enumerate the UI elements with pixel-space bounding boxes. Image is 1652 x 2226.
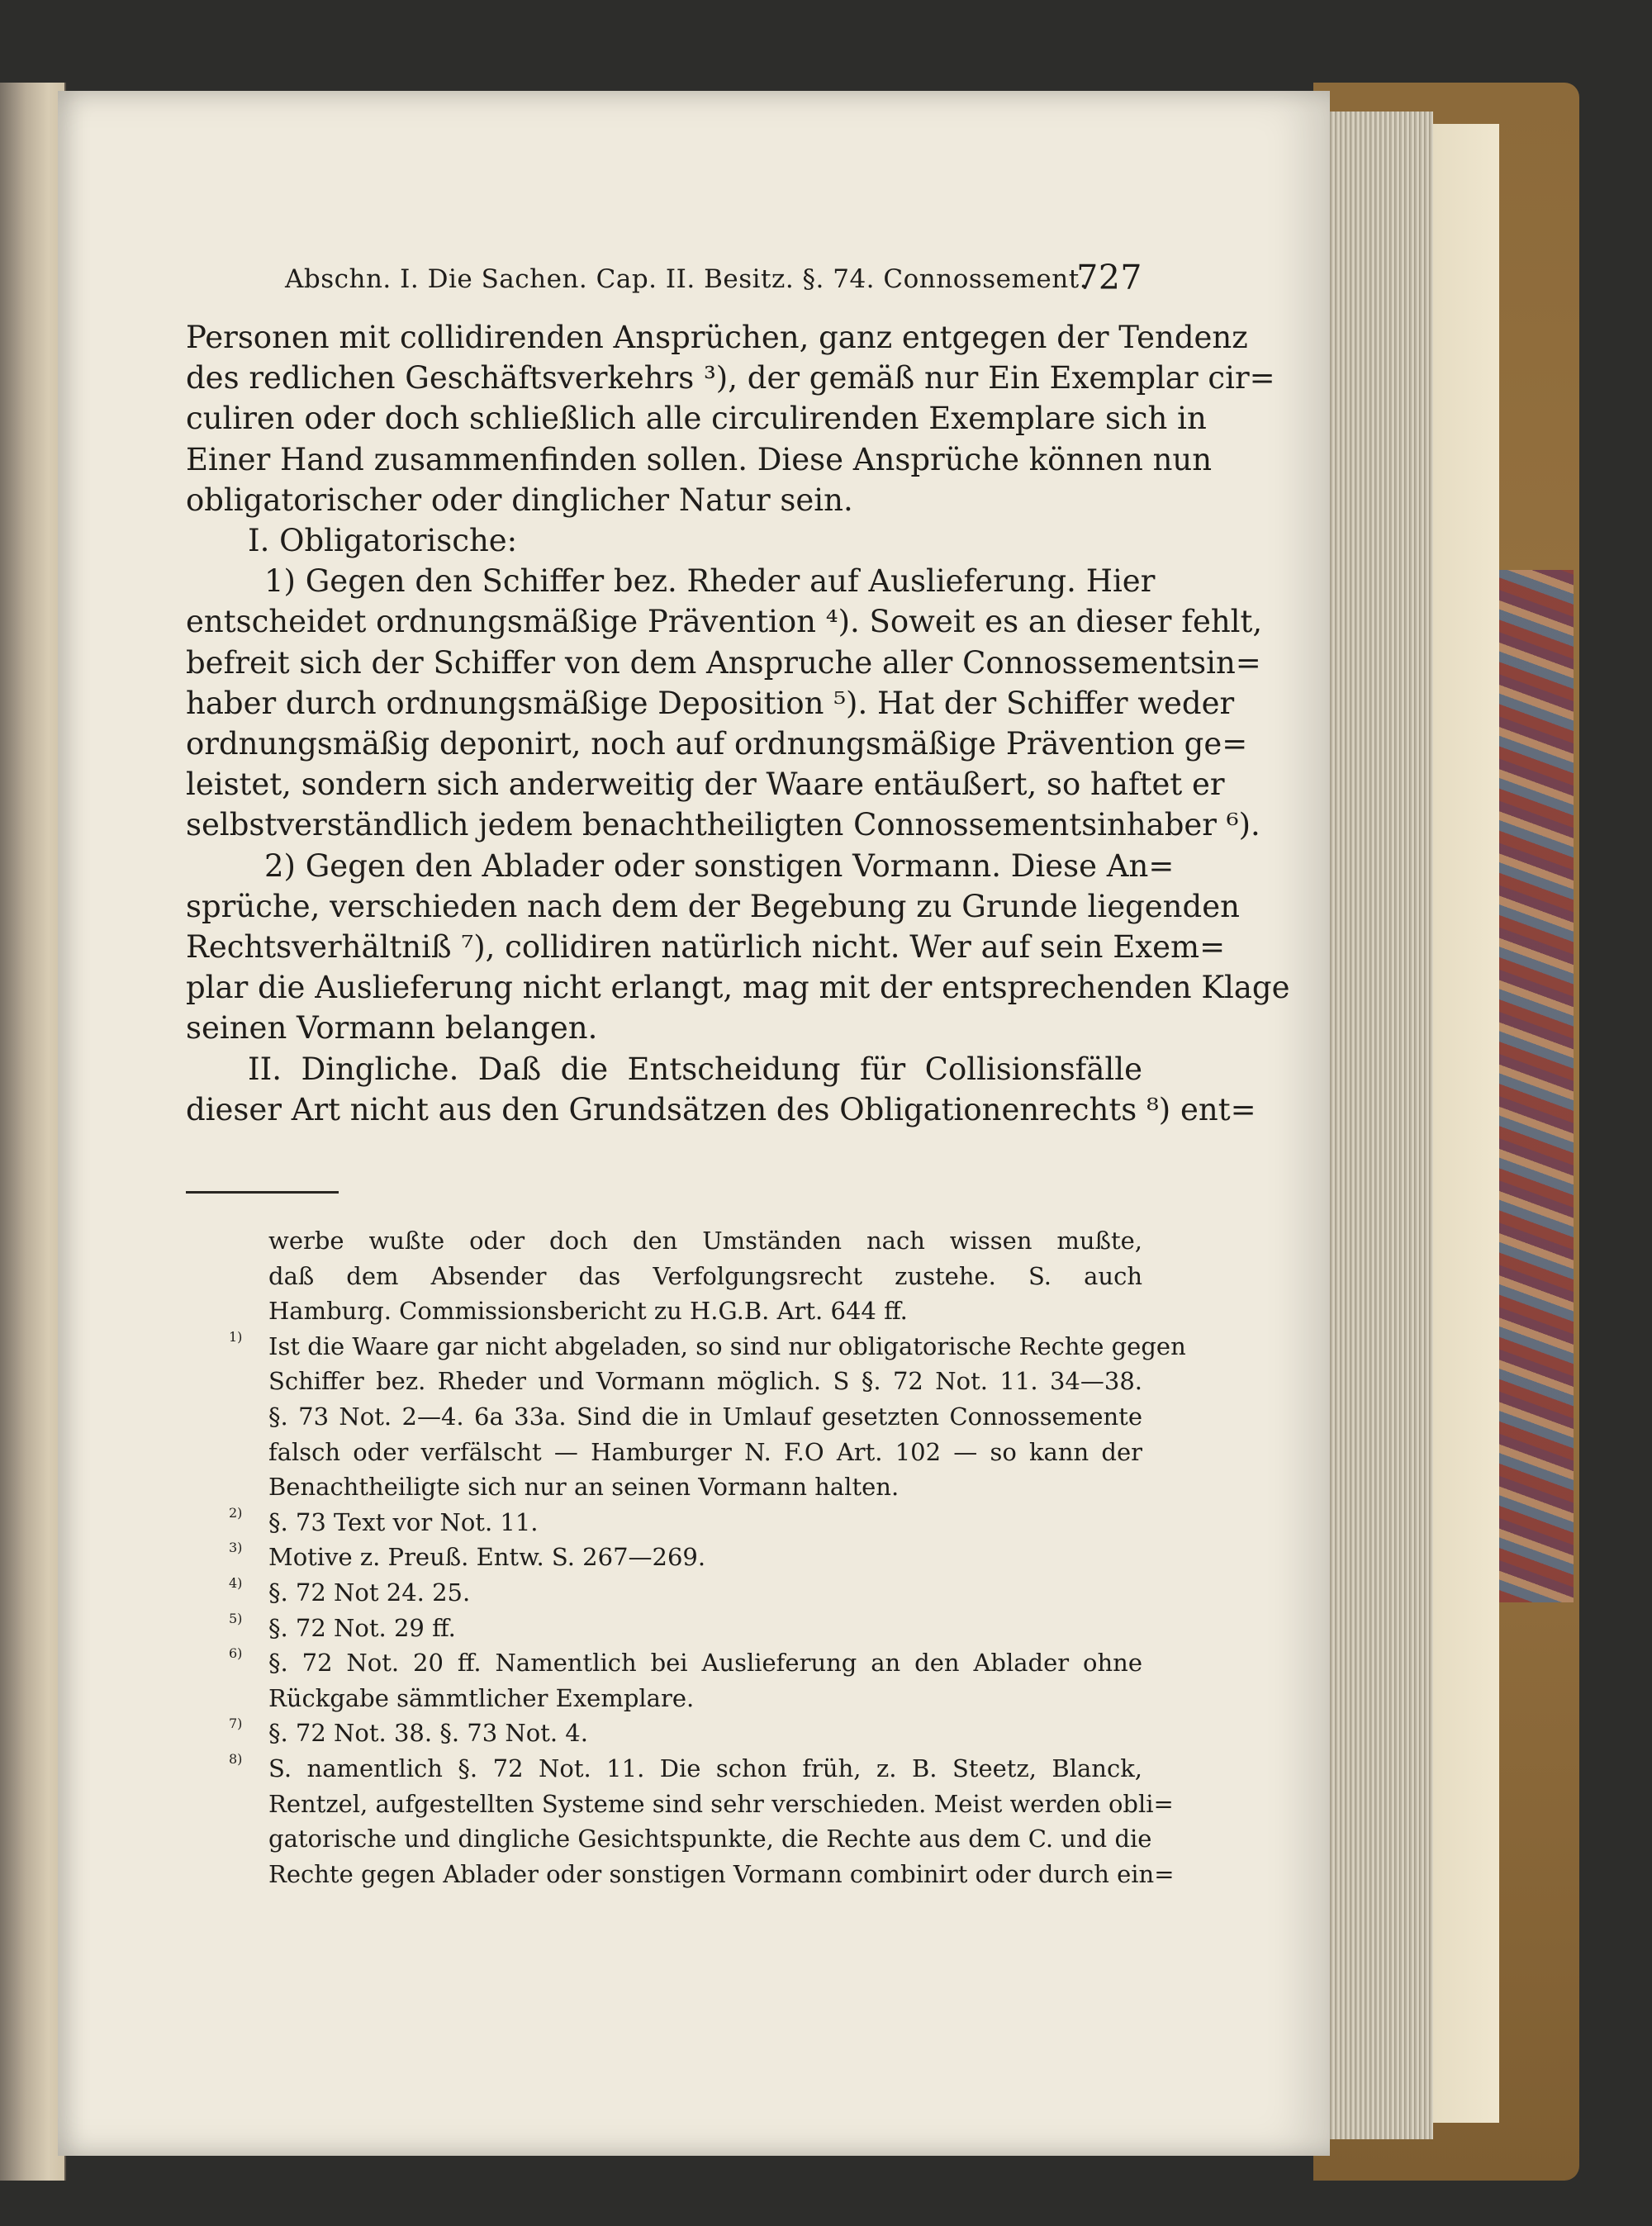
- text-line: dieser Art nicht aus den Grundsätzen des Obligationenrechts ⁸) ent=: [186, 1091, 1256, 1127]
- footnote-line: Rückgabe sämmtlicher Exemplare.: [268, 1683, 695, 1712]
- text-line: haber durch ordnungsmäßige Deposition ⁵). Hat der Schiffer weder: [186, 685, 1235, 721]
- footnote-line: §. 72 Not 24. 25.: [268, 1578, 471, 1607]
- footnote-line: werbe wußte oder doch den Umständen nach wissen mußte,: [268, 1227, 1142, 1255]
- footnote-line: Rentzel, aufgestellten Systeme sind sehr verschieden. Meist werden obli=: [268, 1789, 1174, 1818]
- footnote-number: 2): [229, 1504, 243, 1521]
- footnotes: [186, 1223, 1186, 1891]
- text-line: plar die Auslieferung nicht erlangt, mag mit der entsprechenden Klage: [186, 970, 1290, 1006]
- footnote-line: daß dem Absender das Verfolgungsrecht zustehe. S. auch: [268, 1261, 1142, 1290]
- running-head-title: Abschn. I. Die Sachen. Cap. II. Besitz. §. 74. Connossement.: [285, 264, 1089, 294]
- endpaper: [1433, 124, 1499, 2123]
- text-line: sprüche, verschieden nach dem der Begebung zu Grunde liegenden: [186, 888, 1240, 924]
- footnote-6: [186, 1645, 1142, 1716]
- text-line: entscheidet ordnungsmäßige Prävention ⁴). Soweit es an dieser fehlt,: [186, 604, 1263, 640]
- footnote-number: 7): [229, 1716, 243, 1732]
- text-line: des redlichen Geschäftsverkehrs ³), der gemäß nur Ein Exemplar cir=: [186, 360, 1275, 396]
- text-line: selbstverständlich jedem benachtheiligten Connossementsinhaber ⁶).: [186, 807, 1260, 843]
- page-stack-edge: [1326, 112, 1433, 2139]
- footnote-line: Motive z. Preuß. Entw. S. 267—269.: [268, 1543, 706, 1572]
- section-heading-obligatory: I. Obligatorische:: [248, 523, 518, 559]
- text-line: ordnungsmäßig deponirt, noch auf ordnungsmäßige Prävention ge=: [186, 726, 1248, 762]
- text-line: 2) Gegen den Ablader oder sonstigen Vormann. Diese An=: [264, 847, 1175, 884]
- footnote-7: [186, 1716, 1142, 1751]
- page-text: [186, 258, 1290, 1891]
- footnote-number: 1): [229, 1328, 243, 1345]
- footnote-line: falsch oder verfälscht — Hamburger N. F.O Art. 102 — so kann der: [268, 1437, 1142, 1466]
- section-heading-real: II. Dingliche. Daß die Entscheidung für Collisionsfälle: [248, 1051, 1142, 1087]
- text-line: seinen Vormann belangen.: [186, 1010, 598, 1047]
- footnote-number: 6): [229, 1645, 243, 1662]
- previous-page-edge: [0, 83, 66, 2181]
- footnote-5: [186, 1611, 1142, 1646]
- footnote-line: §. 72 Not. 20 ff. Namentlich bei Auslieferung an den Ablader ohne: [268, 1649, 1142, 1678]
- page-number: 727: [1076, 258, 1142, 297]
- marbled-edge: [1499, 570, 1574, 1602]
- footnote-2: [186, 1505, 1142, 1540]
- text-line: Personen mit collidirenden Ansprüchen, ganz entgegen der Tendenz: [186, 320, 1248, 355]
- footnote-line: Schiffer bez. Rheder und Vormann möglich. S §. 72 Not. 11. 34—38.: [268, 1367, 1142, 1396]
- text-line: 1) Gegen den Schiffer bez. Rheder auf Auslieferung. Hier: [264, 563, 1156, 600]
- footnote-line: §. 73 Not. 2—4. 6a 33a. Sind die in Umlauf gesetzten Connossemente: [268, 1403, 1142, 1431]
- footnote-line: Hamburg. Commissionsbericht zu H.G.B. Art. 644 ff.: [268, 1297, 908, 1326]
- footnote-continuation: [186, 1223, 1142, 1329]
- footnote-rule: [186, 1191, 339, 1194]
- footnote-8: [186, 1750, 1175, 1891]
- footnote-1: [186, 1328, 1186, 1505]
- footnote-3: [186, 1540, 1142, 1575]
- running-head: [186, 258, 1142, 306]
- footnote-line: S. namentlich §. 72 Not. 11. Die schon früh, z. B. Steetz, Blanck,: [268, 1754, 1142, 1782]
- text-line: obligatorischer oder dinglicher Natur sein.: [186, 482, 853, 518]
- footnote-4: [186, 1575, 1142, 1611]
- text-line: leistet, sondern sich anderweitig der Waare entäußert, so haftet er: [186, 767, 1225, 803]
- text-line: Rechtsverhältniß ⁷), collidiren natürlich nicht. Wer auf sein Exem=: [186, 929, 1226, 966]
- footnote-line: §. 73 Text vor Not. 11.: [268, 1507, 539, 1536]
- text-line: Einer Hand zusammenfinden sollen. Diese Ansprüche können nun: [186, 441, 1213, 477]
- footnote-number: 4): [229, 1575, 243, 1591]
- text-line: culiren oder doch schließlich alle circulirenden Exemplare sich in: [186, 401, 1207, 437]
- footnote-number: 5): [229, 1610, 243, 1626]
- footnote-number: 3): [229, 1540, 243, 1556]
- footnote-line: §. 72 Not. 29 ff.: [268, 1613, 456, 1642]
- footnote-line: Ist die Waare gar nicht abgeladen, so sind nur obligatorische Rechte gegen: [268, 1331, 1186, 1360]
- text-line: befreit sich der Schiffer von dem Anspruche aller Connossementsin=: [186, 644, 1261, 681]
- footnote-line: gatorische und dingliche Gesichtspunkte, die Rechte aus dem C. und die: [268, 1825, 1152, 1853]
- footnote-line: Rechte gegen Ablader oder sonstigen Vormann combinirt oder durch ein=: [268, 1859, 1175, 1888]
- footnote-line: Benachtheiligte sich nur an seinen Vormann halten.: [268, 1473, 900, 1502]
- footnote-line: §. 72 Not. 38. §. 73 Not. 4.: [268, 1719, 588, 1748]
- body-text: [186, 317, 1290, 1130]
- footnote-number: 8): [229, 1750, 243, 1767]
